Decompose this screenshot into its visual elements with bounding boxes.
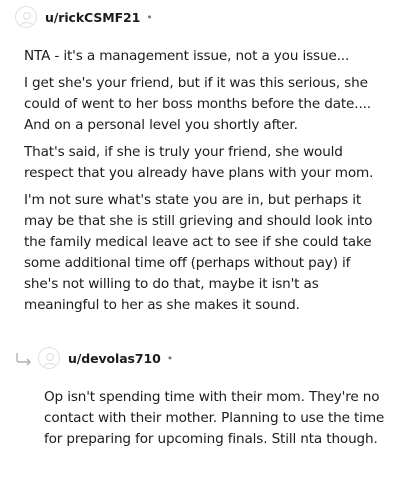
comment-paragraph: That's said, if she is truly your friend, she would respect that you already have plans with your mom.: [24, 144, 374, 181]
username[interactable]: u/devolas710: [68, 350, 161, 366]
username[interactable]: u/rickCSMF21: [45, 9, 141, 25]
comment-paragraph: Op isn't spending time with their mom. They're no contact with their mother. Planning to use the time for preparing for upcoming finals. Still nta though.: [44, 389, 385, 447]
comment-paragraph: NTA - it's a management issue, not a you issue...: [24, 48, 350, 64]
user-avatar-icon[interactable]: [38, 347, 60, 369]
separator-dot: •: [166, 351, 174, 365]
comment-paragraph: I get she's your friend, but if it was this serious, she could of went to her boss months before the date.... And on a personal level you shortly after.: [24, 75, 371, 133]
comment-paragraph: I'm not sure what's state you are in, but perhaps it may be that she is still grieving and should look into the family medical leave act to see if she could take some additional time off (perhaps without pay) if she's not willing to do that, maybe it isn't as meaningful to her as she makes it sound.: [24, 192, 373, 313]
comment-body: [24, 46, 382, 322]
comment-body: [44, 387, 386, 456]
comment-header: [15, 4, 153, 30]
reply-arrow-icon: [14, 348, 34, 368]
separator-dot: •: [146, 10, 153, 24]
user-avatar-icon[interactable]: [15, 6, 37, 28]
comment-header: [14, 345, 173, 371]
